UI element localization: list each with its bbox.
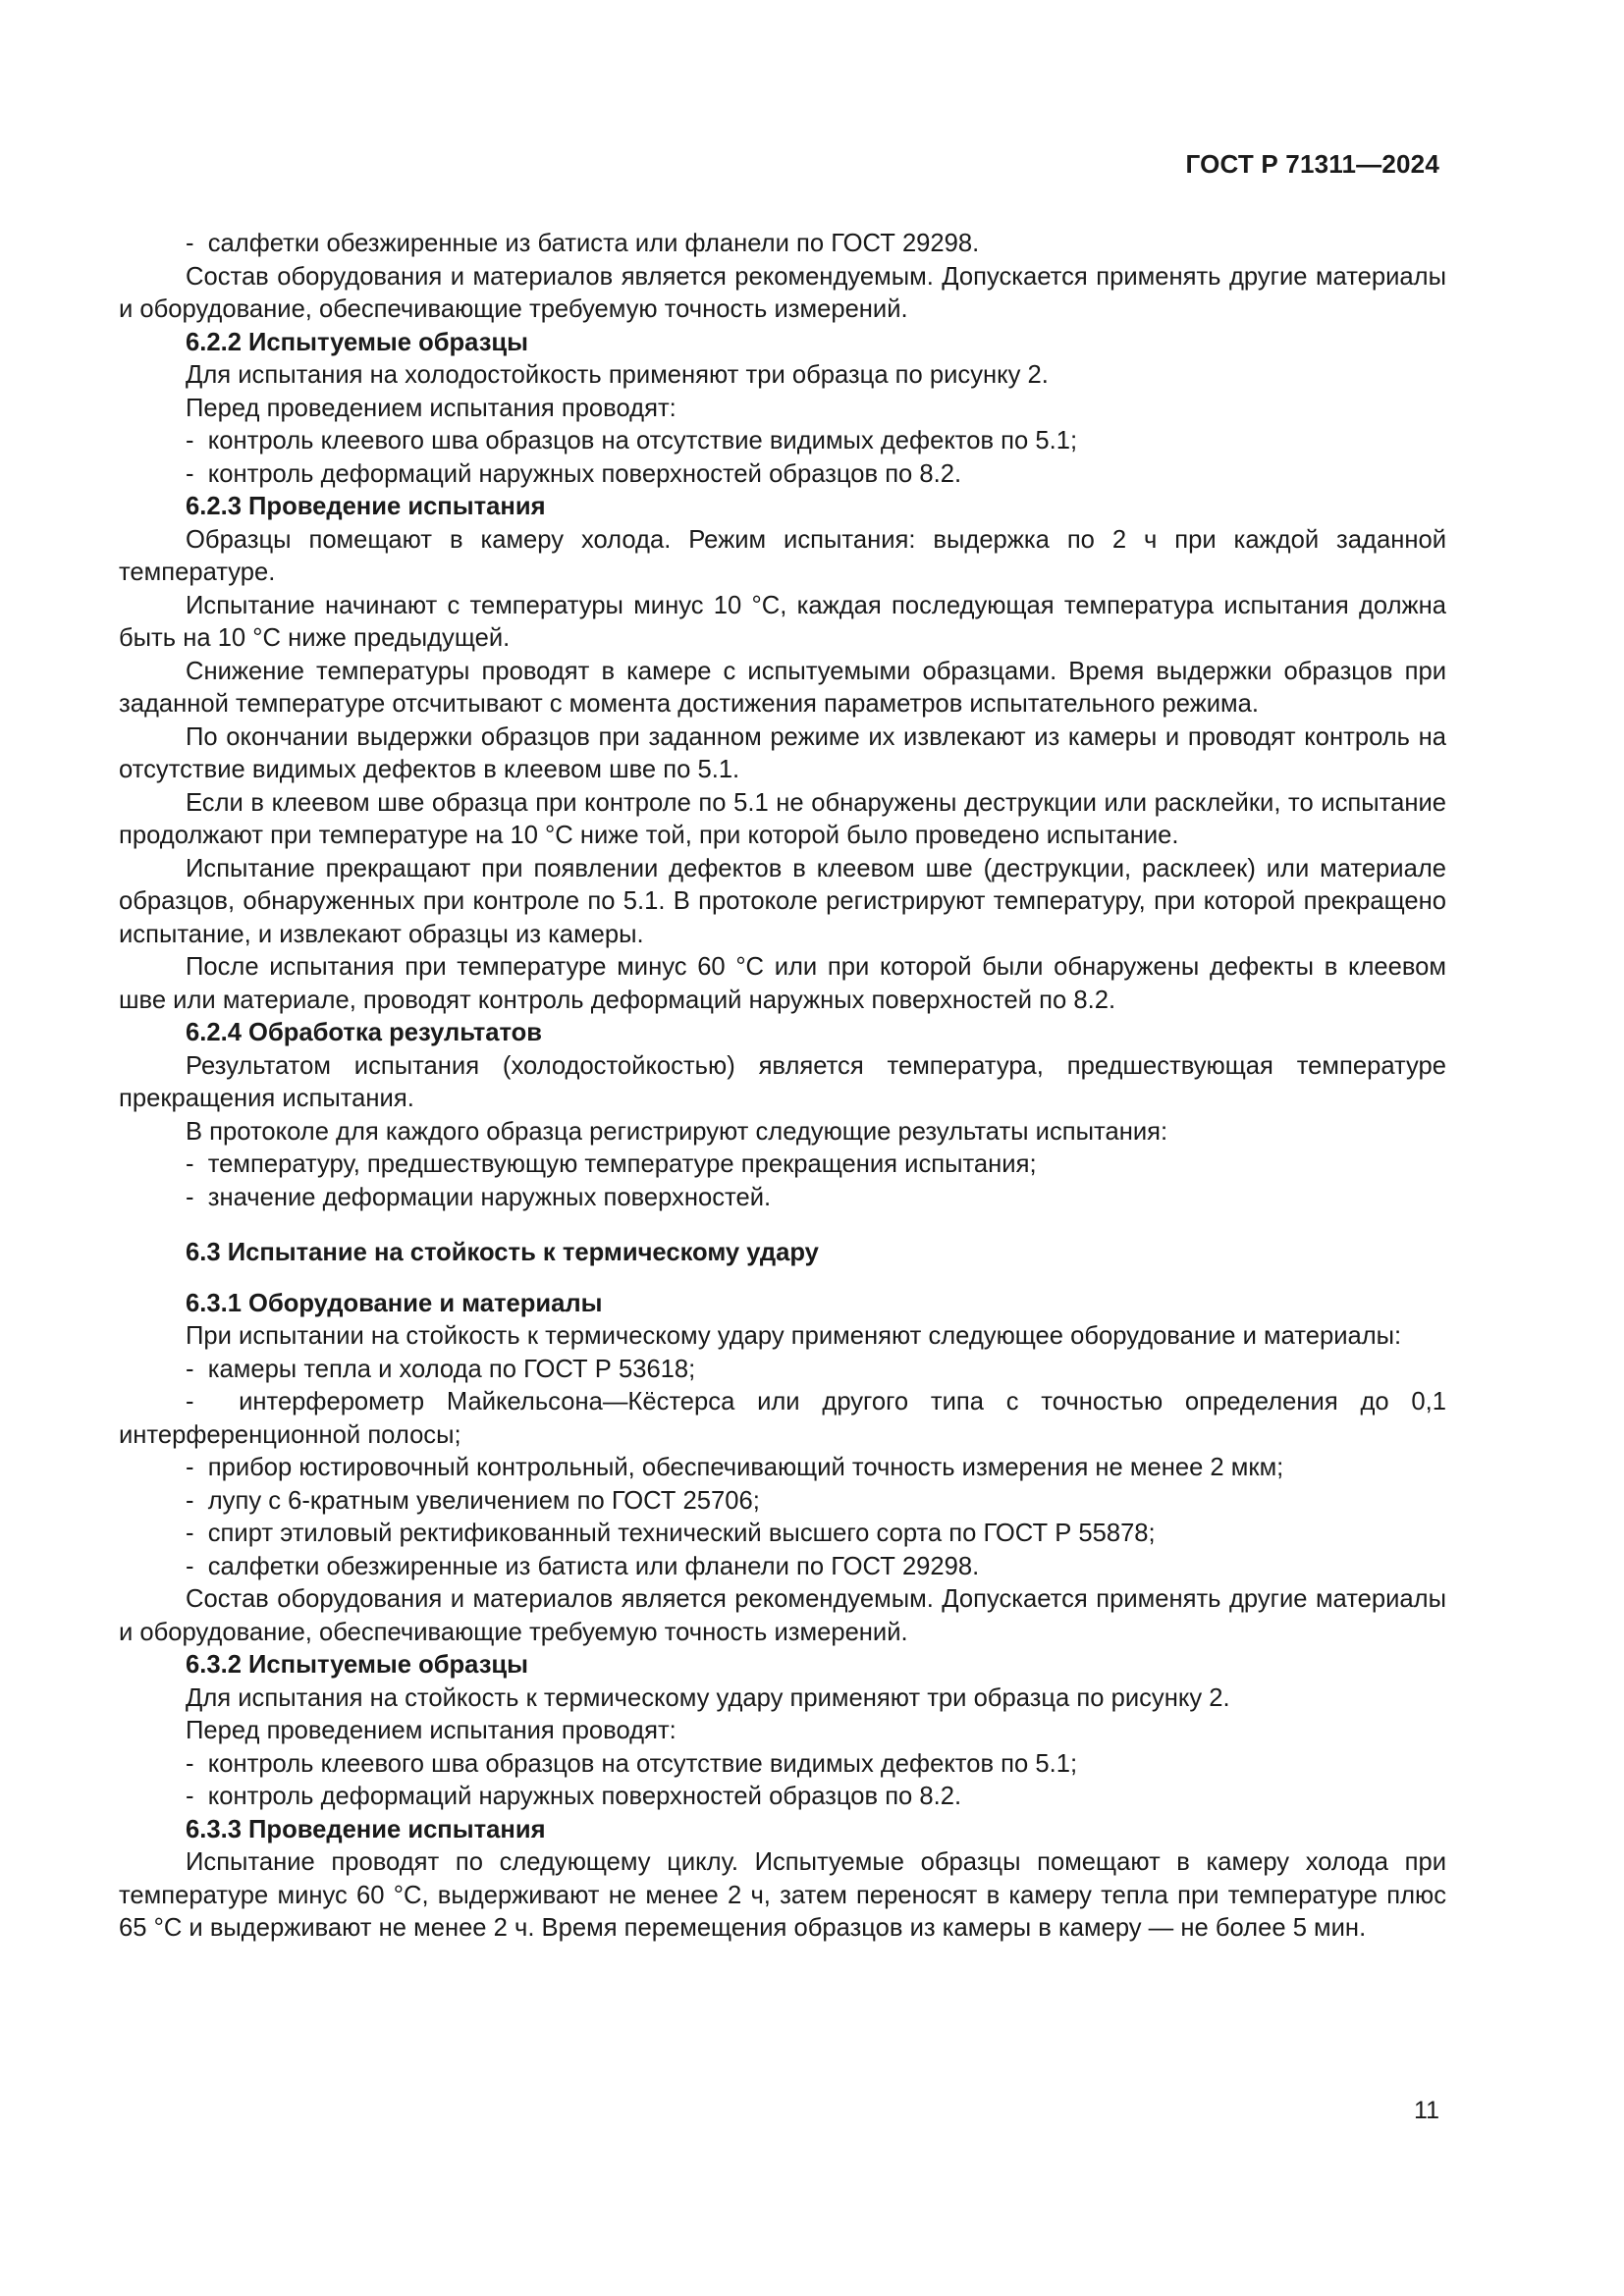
subsection-heading: 6.2.4 Обработка результатов <box>186 1019 543 1046</box>
list-item: - контроль клеевого шва образцов на отсутствие видимых дефектов по 5.1; <box>119 1748 1446 1782</box>
paragraph: После испытания при температуре минус 60 °С или при которой были обнаружены дефекты в клеевом шве или материале, проводят контроль деформаций наружных поверхностей по 8.2. <box>119 953 1446 1014</box>
section-heading: 6.3 Испытание на стойкость к термическому удару <box>186 1239 819 1266</box>
paragraph: Результатом испытания (холодостойкостью) является температура, предшествующая температуре прекращения испытания. <box>119 1051 1446 1112</box>
list-item: - значение деформации наружных поверхностей. <box>119 1182 1446 1215</box>
paragraph: Перед проведением испытания проводят: <box>186 394 677 422</box>
list-item: - спирт этиловый ректификованный технический высшего сорта по ГОСТ Р 55878; <box>119 1518 1446 1551</box>
subsection-heading: 6.3.1 Оборудование и материалы <box>186 1289 603 1317</box>
paragraph: При испытании на стойкость к термическому удару применяют следующее оборудование и материалы: <box>186 1322 1402 1350</box>
paragraph: Состав оборудования и материалов является рекомендуемым. Допускается применять другие материалы и оборудование, обеспечивающие требуемую точность измерений. <box>119 262 1446 323</box>
paragraph: Для испытания на холодостойкость применяют три образца по рисунку 2. <box>186 361 1049 389</box>
paragraph: Для испытания на стойкость к термическому удару применяют три образца по рисунку 2. <box>186 1683 1230 1712</box>
paragraph: Испытание прекращают при появлении дефектов в клеевом шве (деструкции, расклеек) или материале образцов, обнаруженных при контроле по 5.1. В протоколе регистрируют температуру, при которой прекращено испытание, и извлекают образцы из камеры. <box>119 854 1446 948</box>
list-item: - контроль деформаций наружных поверхностей образцов по 8.2. <box>119 1781 1446 1814</box>
paragraph: Испытание проводят по следующему циклу. Испытуемые образцы помещают в камеру холода при температуре минус 60 °С, выдерживают не менее 2 ч, затем переносят в камеру тепла при температуре плюс 65 °С и выдерживают не менее 2 ч. Время перемещения образцов из камеры в камеру — не более 5 мин. <box>119 1848 1446 1942</box>
list-item: - температуру, предшествующую температуре прекращения испытания; <box>119 1148 1446 1182</box>
list-item: - интерферометр Майкельсона—Кёстерса или другого типа с точностью определения до 0,1 интерференционной полосы; <box>119 1386 1446 1452</box>
paragraph: В протоколе для каждого образца регистрируют следующие результаты испытания: <box>186 1117 1168 1146</box>
list-item: - контроль деформаций наружных поверхностей образцов по 8.2. <box>119 458 1446 492</box>
paragraph: Состав оборудования и материалов является рекомендуемым. Допускается применять другие материалы и оборудование, обеспечивающие требуемую точность измерений. <box>119 1585 1446 1646</box>
list-item: - салфетки обезжиренные из батиста или фланели по ГОСТ 29298. <box>119 1551 1446 1584</box>
list-item: - камеры тепла и холода по ГОСТ Р 53618; <box>119 1354 1446 1387</box>
list-item: - прибор юстировочный контрольный, обеспечивающий точность измерения не менее 2 мкм; <box>119 1452 1446 1485</box>
subsection-heading: 6.2.2 Испытуемые образцы <box>186 328 529 356</box>
list-item: - контроль клеевого шва образцов на отсутствие видимых дефектов по 5.1; <box>119 425 1446 458</box>
document-body <box>119 228 1446 1946</box>
paragraph: Испытание начинают с температуры минус 10 °С, каждая последующая температура испытания должна быть на 10 °С ниже предыдущей. <box>119 591 1446 652</box>
paragraph: Снижение температуры проводят в камере с испытуемыми образцами. Время выдержки образцов при заданной температуре отсчитывают с момента достижения параметров испытательного режима. <box>119 657 1446 718</box>
subsection-heading: 6.3.2 Испытуемые образцы <box>186 1651 529 1679</box>
paragraph: Если в клеевом шве образца при контроле по 5.1 не обнаружены деструкции или расклейки, то испытание продолжают при температуре на 10 °С ниже той, при которой было проведено испытание. <box>119 788 1446 849</box>
list-item: - салфетки обезжиренные из батиста или фланели по ГОСТ 29298. <box>119 228 1446 261</box>
subsection-heading: 6.2.3 Проведение испытания <box>186 493 546 520</box>
list-item: - лупу с 6-кратным увеличением по ГОСТ 25706; <box>119 1485 1446 1519</box>
subsection-heading: 6.3.3 Проведение испытания <box>186 1815 546 1843</box>
document-header: ГОСТ Р 71311—2024 <box>1185 149 1439 179</box>
paragraph: Перед проведением испытания проводят: <box>186 1717 677 1744</box>
page-number: 11 <box>1414 2097 1439 2124</box>
paragraph: Образцы помещают в камеру холода. Режим испытания: выдержка по 2 ч при каждой заданной температуре. <box>119 525 1446 586</box>
paragraph: По окончании выдержки образцов при заданном режиме их извлекают из камеры и проводят контроль на отсутствие видимых дефектов в клеевом шве по 5.1. <box>119 722 1446 783</box>
